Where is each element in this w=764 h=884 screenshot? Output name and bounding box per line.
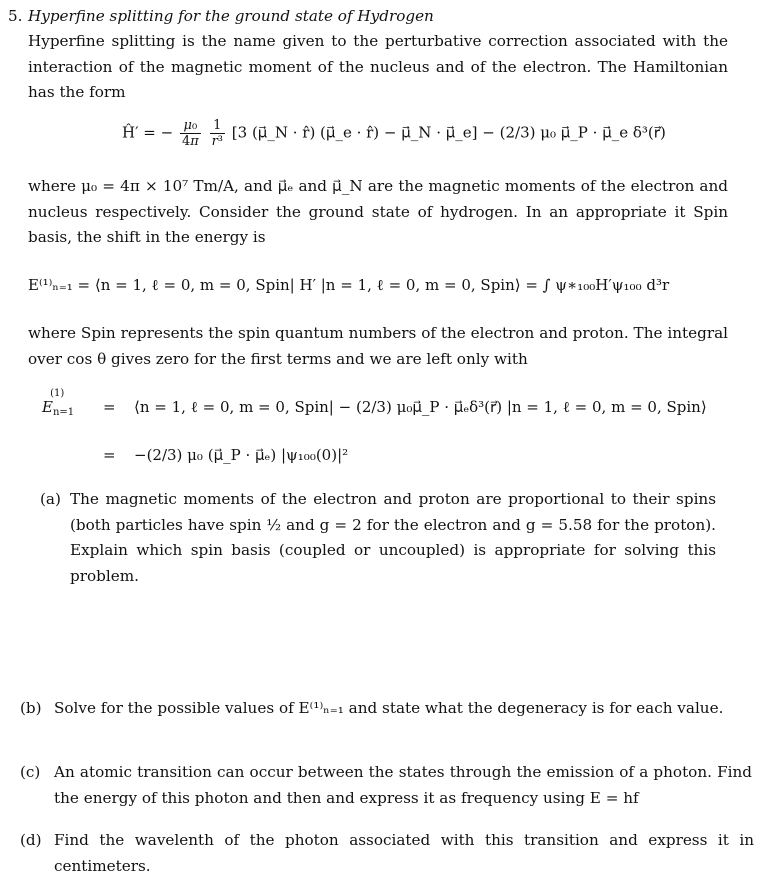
spin-paragraph: where Spin represents the spin quantum numbers of the electron and proton. The integral over cos θ gives zero for the first terms and we are left only with [28, 324, 728, 368]
where-paragraph: where μ₀ = 4π × 10⁷ Tm/A, and μ⃗ₑ and μ⃗_N are the magnetic moments of the electron and nucleus respectively. Consider the ground state of hydrogen. In an appropriate it Spin basis, the shift in the energy is [28, 177, 728, 246]
equals-sign-1: = [103, 398, 116, 416]
part-d-label: (d) [20, 831, 42, 849]
part-b-label: (b) [20, 699, 42, 717]
part-c-label: (c) [20, 763, 41, 781]
part-b-text: Solve for the possible values of E⁽¹⁾ₙ₌₁ and state what the degeneracy is for each value. [54, 699, 724, 717]
problem-number: 5. [8, 7, 23, 25]
hamiltonian-equation [122, 118, 666, 149]
part-a-label: (a) [40, 490, 61, 508]
energy-line2-rhs: −(2/3) μ₀ (μ⃗_P · μ⃗ₑ) |ψ₁₀₀(0)|² [134, 446, 349, 464]
energy-shift-equation: E⁽¹⁾ₙ₌₁ = ⟨n = 1, ℓ = 0, m = 0, Spin| H′ |n = 1, ℓ = 0, m = 0, Spin⟩ = ∫ ψ∗₁₀₀H′ψ₁₀₀ d³r [28, 276, 670, 294]
part-c-text: An atomic transition can occur between the states through the emission of a photon. Find the energy of this photon and then and express it as frequency using E = hf [54, 763, 752, 807]
energy-line1-lhs: $E_{n=1}^{(1)}$ [42, 388, 75, 418]
mu0-over-4pi: $\frac{\text{μ₀}}{4\pi}$ [181, 118, 199, 149]
problem-heading [8, 4, 753, 30]
part-a [40, 487, 726, 597]
one-over-r3: $\frac{1}{\text{r³}}$ [211, 118, 223, 149]
intro-paragraph: Hyperfine splitting is the name given to the perturbative correction associated with the interaction of the magnetic moment of the nucleus and of the electron. The Hamiltonian has the form [28, 32, 728, 101]
hamiltonian-lhs: Ĥ′ = − [122, 123, 174, 142]
hamiltonian-body: [3 (μ⃗_N · r̂) (μ⃗_e · r̂) − μ⃗_N · μ⃗_e] − (2/3) μ₀ μ⃗_P · μ⃗_e δ³(r⃗) [231, 123, 666, 142]
part-b [20, 696, 754, 748]
part-a-text: The magnetic moments of the electron and proton are proportional to their spins (both particles have spin ½ and g = 2 for the electron and g = 5.58 for the proton). Explain which spin basis (coupled or uncoupled) is appropriate for solving this problem. [70, 490, 716, 585]
problem-title: Hyperfine splitting for the ground state of Hydrogen [28, 7, 434, 25]
part-c [20, 760, 754, 812]
energy-line1-rhs: ⟨n = 1, ℓ = 0, m = 0, Spin| − (2/3) μ₀μ⃗_P · μ⃗ₑδ³(r⃗) |n = 1, ℓ = 0, m = 0, Spin⟩ [134, 398, 707, 416]
part-d [20, 828, 756, 880]
part-d-text: Find the wavelenth of the photon associated with this transition and express it in centimeters. [54, 831, 754, 875]
equals-sign-2: = [103, 446, 116, 464]
